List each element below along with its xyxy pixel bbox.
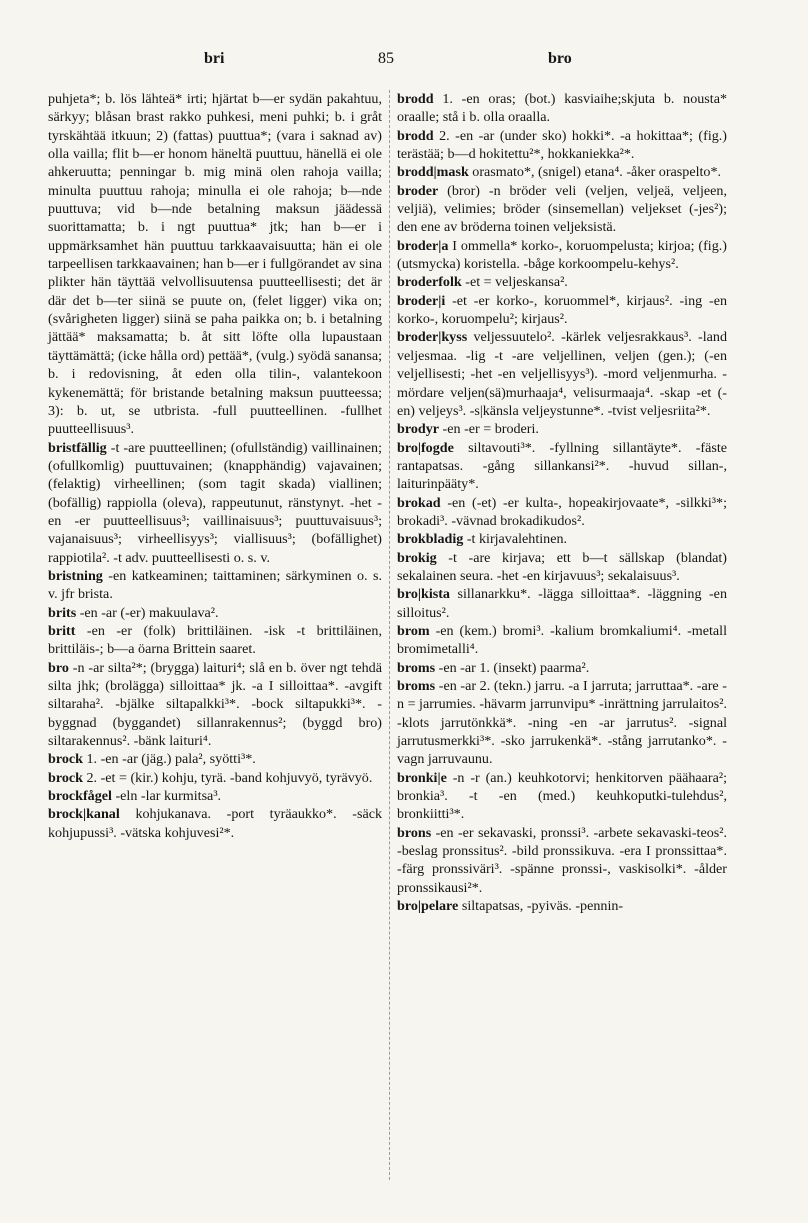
dictionary-entry <box>397 420 727 438</box>
dictionary-entry <box>48 604 382 622</box>
entry-headword: broder|a <box>397 237 449 254</box>
entry-definition: -n -r (an.) keuhkotorvi; henkitorven päähaara²; bronkia³. -t -en (med.) keuhkoputki-tulehdus², bronkiitti³*. <box>397 769 727 823</box>
dictionary-entry <box>397 494 727 531</box>
entry-headword: broms <box>397 659 436 676</box>
entry-definition: -en -ar 2. (tekn.) jarru. -a I jarruta; jarruttaa*. -are -n = jarrumies. -hävarm jarrunvipu* -inrättning jarrulaitos². -klots jarrutönkkä*. -ning -en -ar jarrutus². -signal jarrutusmerkki³*. -sko jarrukenkä*. -stång jarrutanko*. -vagn jarruvaunu. <box>397 678 727 768</box>
dictionary-entry <box>397 769 727 824</box>
entry-headword: brodyr <box>397 421 440 438</box>
entry-headword: brock <box>48 769 83 786</box>
entry-definition: 2. -et = (kir.) kohju, tyrä. -band kohjuvyö, tyrävyö. <box>82 769 373 786</box>
entry-headword: brons <box>397 824 432 841</box>
entry-definition: -en (kem.) bromi³. -kalium bromkaliumi⁴. -metall bromimetalli⁴. <box>397 622 727 658</box>
dictionary-entry <box>397 677 727 769</box>
entry-headword: britt <box>48 622 76 639</box>
entry-headword: bristfällig <box>48 439 107 456</box>
entry-definition: 1. -en oras; (bot.) kasviaihe;skjuta b. nousta* oraalle; stå i b. olla oraalla. <box>397 91 727 126</box>
right-column <box>397 90 727 915</box>
dictionary-entry <box>48 787 382 805</box>
dictionary-entry <box>397 90 727 127</box>
dictionary-entry <box>48 90 382 439</box>
dictionary-entry <box>48 659 382 751</box>
dictionary-entry <box>48 567 382 604</box>
entry-headword: brodd|mask <box>397 164 469 181</box>
entry-headword: brokbladig <box>397 531 464 548</box>
entry-definition: -en -er sekavaski, pronssi³. -arbete sekavaski-teos². -beslag pronssitus². -bild pronssikuva. -era I pronssittaa*. -färg pronssiväri³. -spänne pronssi-, vaskisolki*. -ålder pronssikausi²*. <box>397 824 727 896</box>
entry-headword: broms <box>397 678 436 694</box>
dictionary-entry <box>48 750 382 768</box>
dictionary-entry <box>397 622 727 659</box>
dictionary-entry <box>48 439 382 567</box>
dictionary-entry <box>48 622 382 659</box>
entry-definition: 2. -en -ar (under sko) hokki*. -a hokittaa*; (fig.) terästää; b—d hokitettu²*, hokkaniekka²*. <box>397 127 727 163</box>
entry-headword: brock <box>48 751 83 768</box>
dictionary-entry <box>397 127 727 164</box>
entry-definition: -et -er korko-, koruommel*, kirjaus². -ing -en korko-, koruompelu²; kirjaus². <box>397 292 727 328</box>
dictionary-entry <box>397 439 727 494</box>
dictionary-entry <box>397 273 727 291</box>
entry-headword: broder|kyss <box>397 329 468 346</box>
entry-headword: broderfolk <box>397 274 462 291</box>
entry-headword: brodd <box>397 91 434 107</box>
dictionary-entry <box>397 237 727 274</box>
entry-definition: -en (-et) -er kulta-, hopeakirjovaate*, -silkki³*; brokadi³. -vävnad brokadikudos². <box>397 494 727 529</box>
entry-definition: sillanarkku*. -lägga silloittaa*. -läggning -en silloitus². <box>397 586 727 621</box>
entry-headword: brokad <box>397 494 441 511</box>
entry-definition: -en -er = broderi. <box>439 421 539 438</box>
entry-definition: veljessuutelo². -kärlek veljesrakkaus³. -land veljesmaa. -lig -t -are veljellinen, veljen (gen.); (-en veljellisesti; -het -en veljellisyys³). -mord veljenmurha. -mördare veljen(sä)murhaaja⁴, velisurmaaja⁴. -skap -et (-en) veljeys³. -s|känsla veljeystunne*. -tvist veljesriita²*. <box>397 329 727 419</box>
entry-headword: brokig <box>397 549 437 566</box>
entry-headword: bro <box>48 659 69 676</box>
dictionary-entry <box>397 824 727 897</box>
dictionary-entry <box>397 549 727 586</box>
entry-headword: brock|kanal <box>48 806 120 823</box>
dictionary-entry <box>397 659 727 677</box>
entry-headword: bronki|e <box>397 769 447 786</box>
entry-definition: siltapatsas, -pyiväs. -pennin- <box>458 898 624 915</box>
entry-headword: broder|i <box>397 292 446 309</box>
dictionary-entry <box>397 328 727 420</box>
entry-definition: -t -are puutteellinen; (ofullständig) vaillinainen; (ofullkomlig) puuttuvainen; (knapphändig) vajavainen; (felaktig) virheellinen; (som tagit skada) viallinen; (bofällig) rappiolla (oleva), rappeutunut, ränstynyt. -het -en -er puutteellisuus³; vaillinaisuus³; puuttuvaisuus³; vajanaisuus³; virheellisyys³; viallisuus³; (bofällighet) rappiotila². -t adv. puutteellisesti o. s. v. <box>48 439 382 566</box>
column-divider <box>389 90 390 1180</box>
entry-definition: -eln -lar kurmitsa³. <box>111 788 222 805</box>
entry-definition: -t -are kirjava; ett b—t sällskap (blandat) sekalainen seura. -het -en kirjavuus³; sekalaisuus³. <box>397 549 727 584</box>
page-number: 85 <box>378 50 394 67</box>
entry-definition: puhjeta*; b. lös lähteä* irti; hjärtat b—er sydän pakahtuu, särkyy; blåsan brast rakko puhkesi, meni puhki; b. i gråt tyrskähtää itkuun; 2) (fattas) puuttua*; (vara i saknad av) olla vailla; flit b—er honom häneltä puuttuu, hänellä ei ole ahkeruutta; penningar b. mig minä olen rahoja vailla; minulta puuttuu rahoja; minulla ei ole rahoja; b—nde puuttuva; vid b—nde betalning maksun jäädessä suorittamatta; b. i ngt puuttua* jtk; han b—er i uppmärksamhet hän puuttuu tarkkaavaisuutta; hän ei ole tarpeellisen tarkkaavainen; han b—er i fullgörandet av sina plikter hän täyttää velvollisuutensa puutteellisesti; det är där det b—ter siinä se puute on, (felet ligger) vika on; (svårigheten ligger) siinä se paha paikka on; b. i betalning jättää* maksamatta; b. åt sitt löfte olla lupaustaan täyttämättä; (icke hålla ord) pettää*, (vulg.) syödä sanansa; b. i redovisning, åt eden olla tilin-, valantekoon kykenemättä; för bristande betalning maksun puutteessa; 3): b. ut, se utbrista. -full puutteellinen. -fullhet puutteellisuus³. <box>48 91 382 438</box>
entry-definition: -en -ar 1. (insekt) paarma². <box>435 659 590 676</box>
dictionary-entry <box>397 530 727 548</box>
dictionary-entry <box>397 897 727 915</box>
entry-headword: brodd <box>397 127 434 144</box>
dictionary-entry <box>48 805 382 842</box>
entry-definition: 1. -en -ar (jäg.) pala², syötti³*. <box>82 751 256 768</box>
dictionary-entry <box>397 182 727 237</box>
entry-headword: brom <box>397 622 430 639</box>
entry-definition: -en -ar (-er) makuulava². <box>76 604 219 621</box>
entry-definition: I ommella* korko-, koruompelusta; kirjoa; (fig.) (utsmycka) koristella. -båge korkoompelu-kehys². <box>397 237 727 273</box>
entry-definition: -et = veljeskansa². <box>461 274 568 291</box>
dictionary-entry <box>397 292 727 329</box>
entry-headword: bristning <box>48 567 103 584</box>
entry-headword: brockfågel <box>48 788 112 805</box>
entry-definition: orasmato*, (snigel) etana⁴. -åker oraspelto*. <box>468 164 722 181</box>
left-column <box>48 90 382 842</box>
entry-definition: -en -er (folk) brittiläinen. -isk -t brittiläinen, brittiläis-; b—a öarna Brittein saaret. <box>48 622 382 658</box>
entry-headword: bro|fogde <box>397 439 454 456</box>
entry-headword: brits <box>48 604 77 621</box>
dictionary-entry <box>397 163 727 181</box>
entry-headword: bro|kista <box>397 586 450 603</box>
entry-definition: kohjukanava. -port tyräaukko*. -säck kohjupussi³. -vätska kohjuvesi²*. <box>48 806 382 841</box>
right-guide-word: bro <box>548 50 572 67</box>
page-header <box>48 50 760 74</box>
entry-headword: bro|pelare <box>397 898 459 915</box>
entry-definition: siltavouti³*. -fyllning sillantäyte*. -fäste rantapatsas. -gång sillankansi²*. -huvud sillan-, laiturinpääty*. <box>397 439 727 493</box>
entry-definition: -t kirjavalehtinen. <box>463 531 568 548</box>
entry-definition: (bror) -n bröder veli (veljen, veljeä, veljeen, veljiä), velimies; bröder (sinsemellan) veljekset (-jes²); den ene av bröderna toinen veljeksistä. <box>397 182 727 236</box>
entry-headword: broder <box>397 182 439 199</box>
dictionary-entry <box>48 769 382 787</box>
entry-definition: -en katkeaminen; taittaminen; särkyminen o. s. v. jfr brista. <box>48 567 382 603</box>
dictionary-entry <box>397 585 727 622</box>
entry-definition: -n -ar silta²*; (brygga) laituri⁴; slå en b. över ngt tehdä silta jhk; (brolägga) silloittaa* jk. -a I silloittaa*. -avgift siltaraha². -bjälke siltapalkki³*. -bock siltapukki³*. -byggnad (byggandet) sillanrakennus²; (byggd bro) siltarakennus². -bänk laituri⁴. <box>48 659 382 750</box>
left-guide-word: bri <box>204 50 225 67</box>
